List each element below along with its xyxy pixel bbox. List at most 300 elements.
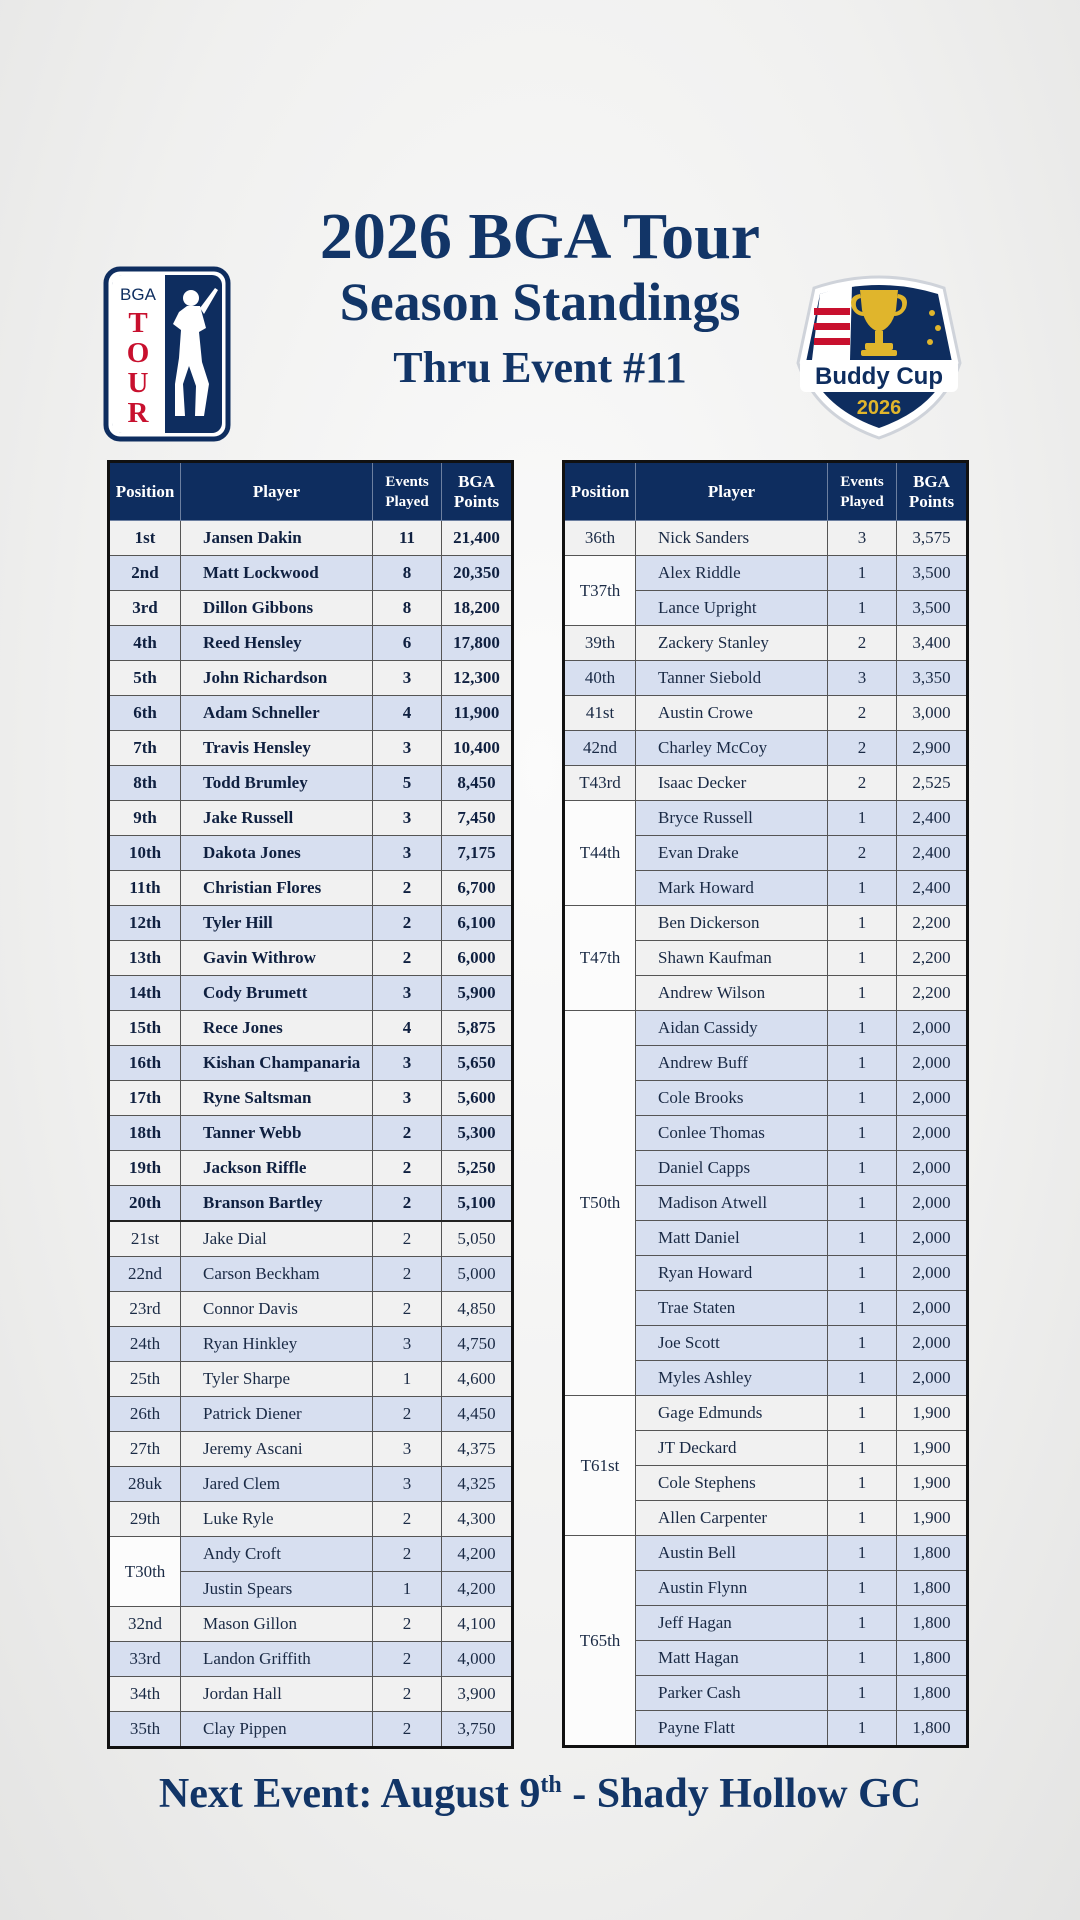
table-row <box>109 1607 513 1642</box>
bga-points-cell: 3,750 <box>442 1712 513 1748</box>
events-played-cell: 1 <box>828 1081 897 1116</box>
table-row <box>109 1537 513 1572</box>
standings-table-left <box>107 460 514 1749</box>
events-played-cell: 1 <box>828 941 897 976</box>
events-played-cell: 1 <box>828 1011 897 1046</box>
position-cell: T43rd <box>564 766 636 801</box>
position-cell: 10th <box>109 836 181 871</box>
events-played-cell: 3 <box>373 801 442 836</box>
events-played-cell: 1 <box>828 1186 897 1221</box>
events-played-cell: 3 <box>373 1081 442 1116</box>
events-played-cell: 2 <box>373 1502 442 1537</box>
bga-points-cell: 1,900 <box>897 1396 968 1431</box>
bga-points-cell: 5,875 <box>442 1011 513 1046</box>
bga-points-cell: 2,200 <box>897 906 968 941</box>
events-played-cell: 3 <box>373 1046 442 1081</box>
position-cell: 18th <box>109 1116 181 1151</box>
position-cell: 27th <box>109 1432 181 1467</box>
position-cell: T37th <box>564 556 636 626</box>
position-cell: 42nd <box>564 731 636 766</box>
bga-points-cell: 1,800 <box>897 1571 968 1606</box>
player-name-cell: Jackson Riffle <box>181 1151 373 1186</box>
events-played-cell: 2 <box>373 1116 442 1151</box>
bga-points-cell: 2,000 <box>897 1011 968 1046</box>
player-name-cell: Ben Dickerson <box>636 906 828 941</box>
player-name-cell: Jared Clem <box>181 1467 373 1502</box>
position-cell: T61st <box>564 1396 636 1536</box>
events-played-cell: 1 <box>828 1046 897 1081</box>
events-played-cell: 1 <box>828 1396 897 1431</box>
bga-points-cell: 4,000 <box>442 1642 513 1677</box>
events-played-cell: 1 <box>828 1501 897 1536</box>
player-name-cell: Connor Davis <box>181 1292 373 1327</box>
position-cell: 34th <box>109 1677 181 1712</box>
player-name-cell: Tyler Sharpe <box>181 1362 373 1397</box>
player-name-cell: Lance Upright <box>636 591 828 626</box>
events-played-cell: 3 <box>373 1467 442 1502</box>
events-played-cell: 1 <box>828 1221 897 1256</box>
buddy-cup-year: 2026 <box>856 397 902 419</box>
events-played-cell: 1 <box>373 1362 442 1397</box>
table-row <box>109 1397 513 1432</box>
position-cell: 39th <box>564 626 636 661</box>
next-event: Next Event: August 9th - Shady Hollow GC <box>158 1771 922 1817</box>
position-cell: 12th <box>109 906 181 941</box>
bga-points-cell: 6,000 <box>442 941 513 976</box>
bga-logo-vertical-text: T O U R <box>126 307 150 429</box>
player-name-cell: Aidan Cassidy <box>636 1011 828 1046</box>
player-name-cell: Jake Dial <box>181 1221 373 1257</box>
table-row <box>109 1502 513 1537</box>
events-played-cell: 1 <box>828 1116 897 1151</box>
player-name-cell: Gage Edmunds <box>636 1396 828 1431</box>
player-name-cell: Conlee Thomas <box>636 1116 828 1151</box>
events-played-cell: 1 <box>828 1571 897 1606</box>
bga-points-cell: 2,000 <box>897 1081 968 1116</box>
bga-points-cell: 1,800 <box>897 1641 968 1676</box>
player-name-cell: Mason Gillon <box>181 1607 373 1642</box>
table-row <box>564 731 968 766</box>
bga-points-cell: 7,175 <box>442 836 513 871</box>
events-played-cell: 3 <box>373 731 442 766</box>
table-row <box>109 906 513 941</box>
player-name-cell: Zackery Stanley <box>636 626 828 661</box>
table-row <box>109 1467 513 1502</box>
column-header-player: Player <box>636 462 828 521</box>
player-name-cell: Austin Flynn <box>636 1571 828 1606</box>
events-played-cell: 2 <box>828 731 897 766</box>
table-row <box>109 626 513 661</box>
column-header-events: Events Played <box>373 462 442 521</box>
player-name-cell: Andrew Wilson <box>636 976 828 1011</box>
standings-table-right <box>562 460 969 1748</box>
player-name-cell: Christian Flores <box>181 871 373 906</box>
events-played-cell: 1 <box>828 906 897 941</box>
position-cell: 8th <box>109 766 181 801</box>
events-played-cell: 4 <box>373 696 442 731</box>
events-played-cell: 2 <box>373 1292 442 1327</box>
bga-points-cell: 2,000 <box>897 1221 968 1256</box>
events-played-cell: 8 <box>373 556 442 591</box>
player-name-cell: Justin Spears <box>181 1572 373 1607</box>
position-cell: 17th <box>109 1081 181 1116</box>
table-row <box>109 1116 513 1151</box>
player-name-cell: Austin Bell <box>636 1536 828 1571</box>
table-row <box>109 661 513 696</box>
events-played-cell: 2 <box>373 1607 442 1642</box>
player-name-cell: Evan Drake <box>636 836 828 871</box>
player-name-cell: Nick Sanders <box>636 521 828 556</box>
column-header-points: BGA Points <box>897 462 968 521</box>
position-cell: T30th <box>109 1537 181 1607</box>
table-row <box>109 871 513 906</box>
events-played-cell: 2 <box>373 1151 442 1186</box>
player-name-cell: Dillon Gibbons <box>181 591 373 626</box>
bga-points-cell: 4,100 <box>442 1607 513 1642</box>
player-name-cell: Carson Beckham <box>181 1257 373 1292</box>
table-row <box>564 521 968 556</box>
bga-points-cell: 3,500 <box>897 556 968 591</box>
bga-points-cell: 7,450 <box>442 801 513 836</box>
player-name-cell: Kishan Champanaria <box>181 1046 373 1081</box>
player-name-cell: Clay Pippen <box>181 1712 373 1748</box>
page-subtitle: Season Standings <box>339 272 741 332</box>
events-played-cell: 1 <box>373 1572 442 1607</box>
bga-points-cell: 1,800 <box>897 1711 968 1747</box>
player-name-cell: Charley McCoy <box>636 731 828 766</box>
events-played-cell: 2 <box>373 1397 442 1432</box>
bga-points-cell: 2,400 <box>897 871 968 906</box>
bga-points-cell: 4,325 <box>442 1467 513 1502</box>
table-header-row <box>109 462 513 521</box>
bga-points-cell: 4,375 <box>442 1432 513 1467</box>
player-name-cell: John Richardson <box>181 661 373 696</box>
column-header-events: Events Played <box>828 462 897 521</box>
position-cell: 3rd <box>109 591 181 626</box>
table-row <box>109 1011 513 1046</box>
bga-points-cell: 2,000 <box>897 1326 968 1361</box>
table-header-row <box>564 462 968 521</box>
bga-points-cell: 2,400 <box>897 836 968 871</box>
table-row <box>109 1677 513 1712</box>
player-name-cell: Luke Ryle <box>181 1502 373 1537</box>
player-name-cell: Jordan Hall <box>181 1677 373 1712</box>
position-cell: 14th <box>109 976 181 1011</box>
bga-points-cell: 2,000 <box>897 1291 968 1326</box>
position-cell: 25th <box>109 1362 181 1397</box>
bga-points-cell: 1,900 <box>897 1501 968 1536</box>
bga-points-cell: 2,000 <box>897 1186 968 1221</box>
bga-points-cell: 5,650 <box>442 1046 513 1081</box>
table-row <box>109 696 513 731</box>
table-row <box>564 1536 968 1571</box>
events-played-cell: 2 <box>373 1537 442 1572</box>
bga-points-cell: 2,000 <box>897 1116 968 1151</box>
bga-points-cell: 18,200 <box>442 591 513 626</box>
bga-points-cell: 2,000 <box>897 1256 968 1291</box>
events-played-cell: 1 <box>828 1151 897 1186</box>
table-row <box>109 766 513 801</box>
bga-points-cell: 2,900 <box>897 731 968 766</box>
events-played-cell: 3 <box>828 661 897 696</box>
events-played-cell: 3 <box>373 976 442 1011</box>
events-played-cell: 1 <box>828 871 897 906</box>
position-cell: 40th <box>564 661 636 696</box>
bga-logo-top-text: BGA <box>120 285 156 304</box>
table-row <box>109 1327 513 1362</box>
table-row <box>564 1396 968 1431</box>
event-progress: Thru Event #11 <box>393 343 687 392</box>
events-played-cell: 11 <box>373 521 442 556</box>
position-cell: T47th <box>564 906 636 1011</box>
position-cell: 32nd <box>109 1607 181 1642</box>
position-cell: 11th <box>109 871 181 906</box>
player-name-cell: Matt Lockwood <box>181 556 373 591</box>
player-name-cell: Daniel Capps <box>636 1151 828 1186</box>
events-played-cell: 2 <box>373 871 442 906</box>
player-name-cell: Branson Bartley <box>181 1186 373 1222</box>
events-played-cell: 1 <box>828 556 897 591</box>
table-row <box>109 941 513 976</box>
table-row <box>109 836 513 871</box>
position-cell: 20th <box>109 1186 181 1222</box>
bga-points-cell: 1,800 <box>897 1606 968 1641</box>
bga-points-cell: 5,050 <box>442 1221 513 1257</box>
position-cell: T50th <box>564 1011 636 1396</box>
bga-points-cell: 5,300 <box>442 1116 513 1151</box>
table-row <box>109 976 513 1011</box>
bga-points-cell: 21,400 <box>442 521 513 556</box>
column-header-player: Player <box>181 462 373 521</box>
player-name-cell: Tanner Webb <box>181 1116 373 1151</box>
table-row <box>564 801 968 836</box>
position-cell: 35th <box>109 1712 181 1748</box>
position-cell: 7th <box>109 731 181 766</box>
position-cell: 1st <box>109 521 181 556</box>
player-name-cell: Trae Staten <box>636 1291 828 1326</box>
bga-points-cell: 1,800 <box>897 1676 968 1711</box>
table-row <box>109 1362 513 1397</box>
events-played-cell: 3 <box>373 1432 442 1467</box>
player-name-cell: Austin Crowe <box>636 696 828 731</box>
bga-points-cell: 5,000 <box>442 1257 513 1292</box>
table-row <box>564 1011 968 1046</box>
column-header-position: Position <box>109 462 181 521</box>
bga-points-cell: 5,100 <box>442 1186 513 1222</box>
player-name-cell: Joe Scott <box>636 1326 828 1361</box>
player-name-cell: Cole Brooks <box>636 1081 828 1116</box>
events-played-cell: 1 <box>828 1326 897 1361</box>
bga-points-cell: 4,200 <box>442 1537 513 1572</box>
position-cell: 13th <box>109 941 181 976</box>
position-cell: 33rd <box>109 1642 181 1677</box>
bga-points-cell: 2,400 <box>897 801 968 836</box>
bga-points-cell: 1,900 <box>897 1431 968 1466</box>
player-name-cell: Patrick Diener <box>181 1397 373 1432</box>
player-name-cell: Jansen Dakin <box>181 521 373 556</box>
player-name-cell: Shawn Kaufman <box>636 941 828 976</box>
bga-points-cell: 2,525 <box>897 766 968 801</box>
bga-points-cell: 3,400 <box>897 626 968 661</box>
bga-points-cell: 4,450 <box>442 1397 513 1432</box>
player-name-cell: Andrew Buff <box>636 1046 828 1081</box>
bga-points-cell: 8,450 <box>442 766 513 801</box>
events-played-cell: 1 <box>828 591 897 626</box>
player-name-cell: Tyler Hill <box>181 906 373 941</box>
events-played-cell: 2 <box>828 696 897 731</box>
column-header-position: Position <box>564 462 636 521</box>
player-name-cell: Cody Brumett <box>181 976 373 1011</box>
bga-points-cell: 5,250 <box>442 1151 513 1186</box>
events-played-cell: 2 <box>828 626 897 661</box>
events-played-cell: 2 <box>828 766 897 801</box>
events-played-cell: 3 <box>828 521 897 556</box>
position-cell: 16th <box>109 1046 181 1081</box>
bga-points-cell: 2,000 <box>897 1151 968 1186</box>
position-cell: 26th <box>109 1397 181 1432</box>
bga-points-cell: 3,350 <box>897 661 968 696</box>
events-played-cell: 2 <box>828 836 897 871</box>
position-cell: T44th <box>564 801 636 906</box>
bga-points-cell: 17,800 <box>442 626 513 661</box>
position-cell: 21st <box>109 1221 181 1257</box>
buddy-cup-name: Buddy Cup <box>815 363 943 390</box>
events-played-cell: 6 <box>373 626 442 661</box>
bga-points-cell: 2,000 <box>897 1046 968 1081</box>
bga-points-cell: 5,900 <box>442 976 513 1011</box>
player-name-cell: Allen Carpenter <box>636 1501 828 1536</box>
player-name-cell: Payne Flatt <box>636 1711 828 1747</box>
player-name-cell: Cole Stephens <box>636 1466 828 1501</box>
player-name-cell: Travis Hensley <box>181 731 373 766</box>
player-name-cell: Isaac Decker <box>636 766 828 801</box>
events-played-cell: 3 <box>373 661 442 696</box>
bga-points-cell: 6,100 <box>442 906 513 941</box>
table-row <box>564 906 968 941</box>
page-title: 2026 BGA Tour <box>319 200 761 273</box>
bga-points-cell: 2,000 <box>897 1361 968 1396</box>
table-row <box>109 1257 513 1292</box>
position-cell: 9th <box>109 801 181 836</box>
bga-points-cell: 3,500 <box>897 591 968 626</box>
table-row <box>564 696 968 731</box>
bga-points-cell: 4,300 <box>442 1502 513 1537</box>
table-row <box>564 661 968 696</box>
bga-points-cell: 3,900 <box>442 1677 513 1712</box>
position-cell: 36th <box>564 521 636 556</box>
position-cell: 22nd <box>109 1257 181 1292</box>
events-played-cell: 2 <box>373 906 442 941</box>
events-played-cell: 1 <box>828 1641 897 1676</box>
events-played-cell: 1 <box>828 1466 897 1501</box>
player-name-cell: Bryce Russell <box>636 801 828 836</box>
bga-points-cell: 4,600 <box>442 1362 513 1397</box>
position-cell: 5th <box>109 661 181 696</box>
bga-points-cell: 1,900 <box>897 1466 968 1501</box>
events-played-cell: 2 <box>373 1677 442 1712</box>
player-name-cell: Reed Hensley <box>181 626 373 661</box>
events-played-cell: 1 <box>828 1291 897 1326</box>
events-played-cell: 1 <box>828 1431 897 1466</box>
bga-points-cell: 4,200 <box>442 1572 513 1607</box>
player-name-cell: Landon Griffith <box>181 1642 373 1677</box>
table-row <box>564 556 968 591</box>
table-row <box>109 1186 513 1222</box>
table-row <box>109 1151 513 1186</box>
events-played-cell: 2 <box>373 1186 442 1222</box>
player-name-cell: Matt Daniel <box>636 1221 828 1256</box>
events-played-cell: 2 <box>373 1642 442 1677</box>
events-played-cell: 1 <box>828 1536 897 1571</box>
player-name-cell: Ryan Hinkley <box>181 1327 373 1362</box>
player-name-cell: Madison Atwell <box>636 1186 828 1221</box>
player-name-cell: Ryne Saltsman <box>181 1081 373 1116</box>
bga-points-cell: 11,900 <box>442 696 513 731</box>
player-name-cell: Myles Ashley <box>636 1361 828 1396</box>
table-row <box>109 521 513 556</box>
player-name-cell: Parker Cash <box>636 1676 828 1711</box>
player-name-cell: Tanner Siebold <box>636 661 828 696</box>
events-played-cell: 1 <box>828 801 897 836</box>
events-played-cell: 1 <box>828 1676 897 1711</box>
player-name-cell: Gavin Withrow <box>181 941 373 976</box>
player-name-cell: Rece Jones <box>181 1011 373 1046</box>
events-played-cell: 1 <box>828 1256 897 1291</box>
bga-points-cell: 1,800 <box>897 1536 968 1571</box>
table-row <box>109 556 513 591</box>
bga-points-cell: 10,400 <box>442 731 513 766</box>
position-cell: 4th <box>109 626 181 661</box>
bga-points-cell: 4,850 <box>442 1292 513 1327</box>
player-name-cell: Alex Riddle <box>636 556 828 591</box>
player-name-cell: Jeff Hagan <box>636 1606 828 1641</box>
table-row <box>109 1432 513 1467</box>
position-cell: T65th <box>564 1536 636 1747</box>
player-name-cell: Jeremy Ascani <box>181 1432 373 1467</box>
table-row <box>564 766 968 801</box>
table-row <box>109 801 513 836</box>
table-row <box>109 1292 513 1327</box>
position-cell: 6th <box>109 696 181 731</box>
position-cell: 28uk <box>109 1467 181 1502</box>
table-row <box>109 1046 513 1081</box>
bga-points-cell: 3,000 <box>897 696 968 731</box>
player-name-cell: Dakota Jones <box>181 836 373 871</box>
events-played-cell: 1 <box>828 1606 897 1641</box>
player-name-cell: Mark Howard <box>636 871 828 906</box>
table-row <box>564 626 968 661</box>
bga-points-cell: 2,200 <box>897 941 968 976</box>
position-cell: 24th <box>109 1327 181 1362</box>
table-row <box>109 1642 513 1677</box>
player-name-cell: Ryan Howard <box>636 1256 828 1291</box>
position-cell: 19th <box>109 1151 181 1186</box>
position-cell: 2nd <box>109 556 181 591</box>
table-row <box>109 731 513 766</box>
events-played-cell: 2 <box>373 1712 442 1748</box>
events-played-cell: 3 <box>373 1327 442 1362</box>
events-played-cell: 4 <box>373 1011 442 1046</box>
events-played-cell: 2 <box>373 1221 442 1257</box>
events-played-cell: 5 <box>373 766 442 801</box>
events-played-cell: 2 <box>373 941 442 976</box>
bga-points-cell: 2,200 <box>897 976 968 1011</box>
position-cell: 41st <box>564 696 636 731</box>
player-name-cell: Adam Schneller <box>181 696 373 731</box>
events-played-cell: 1 <box>828 1711 897 1747</box>
bga-points-cell: 4,750 <box>442 1327 513 1362</box>
table-row <box>109 1221 513 1257</box>
